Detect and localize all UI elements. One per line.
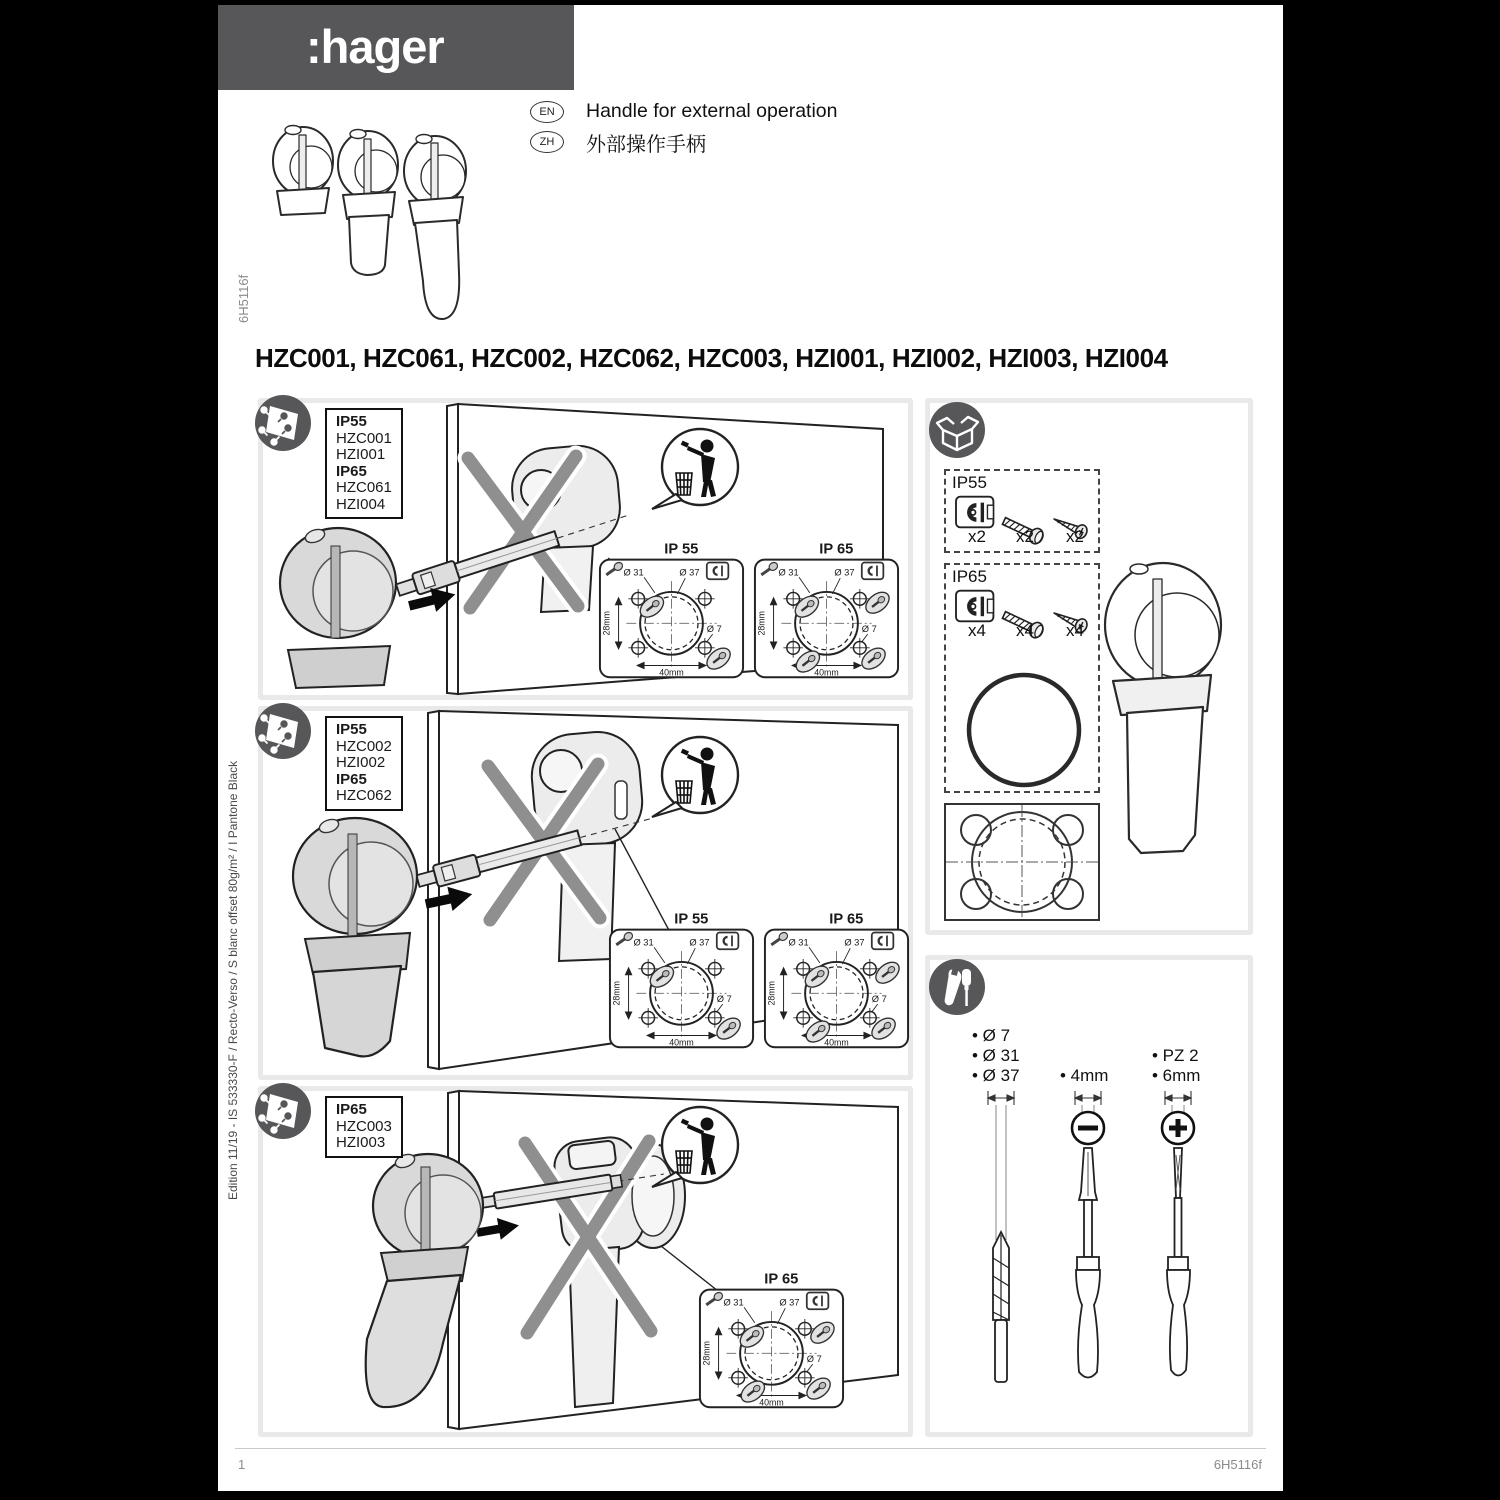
product-code: HZI002 bbox=[336, 754, 386, 771]
drill-template-ip65 bbox=[752, 540, 901, 689]
mounting-plate-icon bbox=[862, 563, 884, 580]
pozidriv-size: • PZ 2 bbox=[1152, 1046, 1199, 1065]
hager-logo: :hager bbox=[306, 20, 444, 73]
svg-text:IP 65: IP 65 bbox=[764, 1271, 799, 1288]
ip-rating-label: IP55 bbox=[336, 721, 367, 738]
svg-text:IP 65: IP 65 bbox=[819, 541, 854, 558]
svg-text:IP 55: IP 55 bbox=[664, 541, 699, 558]
flat-screwdriver bbox=[1072, 1112, 1104, 1378]
svg-text:Ø 7: Ø 7 bbox=[861, 624, 877, 635]
drill-bit bbox=[993, 1232, 1009, 1382]
package-box-icon bbox=[928, 401, 986, 459]
product-code-box-1 bbox=[325, 408, 403, 519]
svg-text:28mm: 28mm bbox=[701, 1341, 712, 1366]
mounting-plate-icon bbox=[707, 563, 729, 580]
svg-text:Ø 31: Ø 31 bbox=[788, 937, 809, 948]
footer-divider bbox=[235, 1448, 1266, 1449]
handle-product-illustration bbox=[1095, 553, 1245, 883]
product-code: HZC002 bbox=[336, 737, 392, 755]
edition-note-vertical: Edition 11/19 - IS 533330-F / Recto-Verso / S blanc offset 80g/m² / I Pantone Black bbox=[226, 760, 240, 1200]
ip-rating-label: IP65 bbox=[336, 1101, 367, 1118]
mounting-plate-icon bbox=[717, 933, 739, 950]
drill-template-diagram bbox=[597, 540, 746, 689]
cage-nut-icon bbox=[956, 497, 993, 528]
door-mount-icon bbox=[254, 702, 312, 760]
svg-text:Ø 37: Ø 37 bbox=[689, 937, 710, 948]
phillips-screwdriver bbox=[1162, 1112, 1194, 1376]
dimension-marks bbox=[988, 1091, 1191, 1105]
svg-text:28mm: 28mm bbox=[611, 981, 622, 1006]
drill-template-ip65 bbox=[697, 1270, 846, 1419]
count-label: x2 bbox=[1066, 527, 1084, 546]
drill-template-ip65 bbox=[762, 910, 911, 1059]
ip55-label: IP55 bbox=[952, 473, 987, 492]
ip65-label: IP65 bbox=[952, 567, 987, 586]
drill-template-diagram bbox=[752, 540, 901, 689]
page-number: 1 bbox=[238, 1457, 246, 1472]
hex-size: • 6mm bbox=[1152, 1066, 1201, 1085]
product-code: HZC061 bbox=[336, 479, 392, 496]
svg-text:Ø 31: Ø 31 bbox=[723, 1297, 744, 1308]
count-label: x4 bbox=[968, 621, 986, 640]
svg-text:28mm: 28mm bbox=[601, 611, 612, 636]
svg-text:Ø 37: Ø 37 bbox=[679, 567, 700, 578]
flat-screwdriver-size: • 4mm bbox=[1060, 1066, 1109, 1085]
handles-hero-illustration bbox=[263, 113, 478, 328]
svg-text:Ø 7: Ø 7 bbox=[871, 994, 887, 1005]
svg-text:Ø 31: Ø 31 bbox=[778, 567, 799, 578]
svg-text:IP 65: IP 65 bbox=[829, 911, 864, 928]
title-en: Handle for external operation bbox=[586, 100, 838, 122]
footer-doc-ref: 6H5116f bbox=[1213, 1457, 1262, 1472]
svg-text:Ø 37: Ø 37 bbox=[779, 1297, 800, 1308]
mounting-plate-icon bbox=[807, 1293, 829, 1310]
contents-ip65-box bbox=[944, 563, 1100, 793]
product-code: HZI004 bbox=[336, 495, 386, 513]
title-zh: 外部操作手柄 bbox=[586, 134, 706, 156]
brand-header-bar bbox=[218, 5, 574, 90]
language-badge-zh: ZH bbox=[530, 131, 564, 153]
product-code-box-2 bbox=[325, 716, 403, 811]
count-label: x4 bbox=[1016, 621, 1034, 640]
product-codes-title: HZC001, HZC061, HZC002, HZC062, HZC003, HZI001, HZI002, HZI003, HZI004 bbox=[255, 343, 1168, 373]
svg-text:Ø 7: Ø 7 bbox=[806, 1354, 822, 1365]
svg-text:Ø 7: Ø 7 bbox=[716, 994, 732, 1005]
door-mount-icon bbox=[254, 1082, 312, 1140]
svg-text:40mm: 40mm bbox=[824, 1037, 849, 1048]
doc-ref-vertical: 6H5116f bbox=[236, 274, 251, 323]
drill-template-ip55 bbox=[597, 540, 746, 689]
ip-rating-label: IP65 bbox=[336, 462, 367, 480]
drill-template-diagram bbox=[697, 1270, 846, 1419]
step-panel-3 bbox=[258, 1086, 913, 1437]
language-badge-en: EN bbox=[530, 101, 564, 123]
handle-medium bbox=[338, 130, 398, 276]
drill-template-ip55 bbox=[607, 910, 756, 1059]
contents-ip55-box bbox=[944, 469, 1100, 553]
product-code: HZI001 bbox=[336, 446, 386, 463]
svg-text:40mm: 40mm bbox=[659, 667, 684, 678]
drill-size-37: • Ø 37 bbox=[972, 1066, 1020, 1085]
required-tools-panel bbox=[925, 955, 1253, 1437]
step-panel-1 bbox=[258, 398, 913, 700]
count-label: x4 bbox=[1066, 621, 1084, 640]
count-label: x2 bbox=[1016, 527, 1034, 546]
product-code: HZC062 bbox=[336, 787, 392, 804]
package-contents-panel bbox=[925, 398, 1253, 935]
svg-text:28mm: 28mm bbox=[756, 611, 767, 636]
external-handle bbox=[280, 527, 396, 688]
gasket-ring bbox=[954, 671, 1094, 789]
external-handle bbox=[293, 817, 417, 1056]
instruction-sheet-page bbox=[218, 5, 1283, 1491]
drill-size-31: • Ø 31 bbox=[972, 1046, 1020, 1065]
svg-text:Ø 37: Ø 37 bbox=[844, 937, 865, 948]
svg-text:40mm: 40mm bbox=[759, 1397, 784, 1408]
product-code: HZC003 bbox=[336, 1117, 392, 1135]
tools-illustration bbox=[930, 1080, 1248, 1440]
handle-short bbox=[273, 126, 333, 216]
ip-rating-label: IP55 bbox=[336, 413, 367, 430]
drill-template-diagram bbox=[607, 910, 756, 1059]
cage-nut-icon bbox=[956, 591, 993, 622]
product-code-box-3 bbox=[325, 1096, 403, 1158]
svg-text:40mm: 40mm bbox=[669, 1037, 694, 1048]
svg-text:Ø 31: Ø 31 bbox=[623, 567, 644, 578]
drill-size-7: • Ø 7 bbox=[972, 1026, 1011, 1045]
count-label: x2 bbox=[968, 527, 986, 546]
svg-text:28mm: 28mm bbox=[766, 981, 777, 1006]
mounting-face-diagram bbox=[944, 803, 1100, 921]
svg-text:Ø 7: Ø 7 bbox=[706, 624, 722, 635]
tools-icon bbox=[928, 958, 986, 1016]
svg-text:Ø 37: Ø 37 bbox=[834, 567, 855, 578]
mounting-plate-icon bbox=[872, 933, 894, 950]
handle-long bbox=[404, 135, 466, 320]
product-code: HZI003 bbox=[336, 1134, 386, 1151]
step-panel-2 bbox=[258, 706, 913, 1080]
door-mount-icon bbox=[254, 394, 312, 452]
ip-rating-label: IP65 bbox=[336, 770, 367, 788]
svg-text:40mm: 40mm bbox=[814, 667, 839, 678]
product-code: HZC001 bbox=[336, 429, 392, 447]
svg-text:Ø 31: Ø 31 bbox=[633, 937, 654, 948]
drill-template-diagram bbox=[762, 910, 911, 1059]
svg-text:IP 55: IP 55 bbox=[674, 911, 709, 928]
